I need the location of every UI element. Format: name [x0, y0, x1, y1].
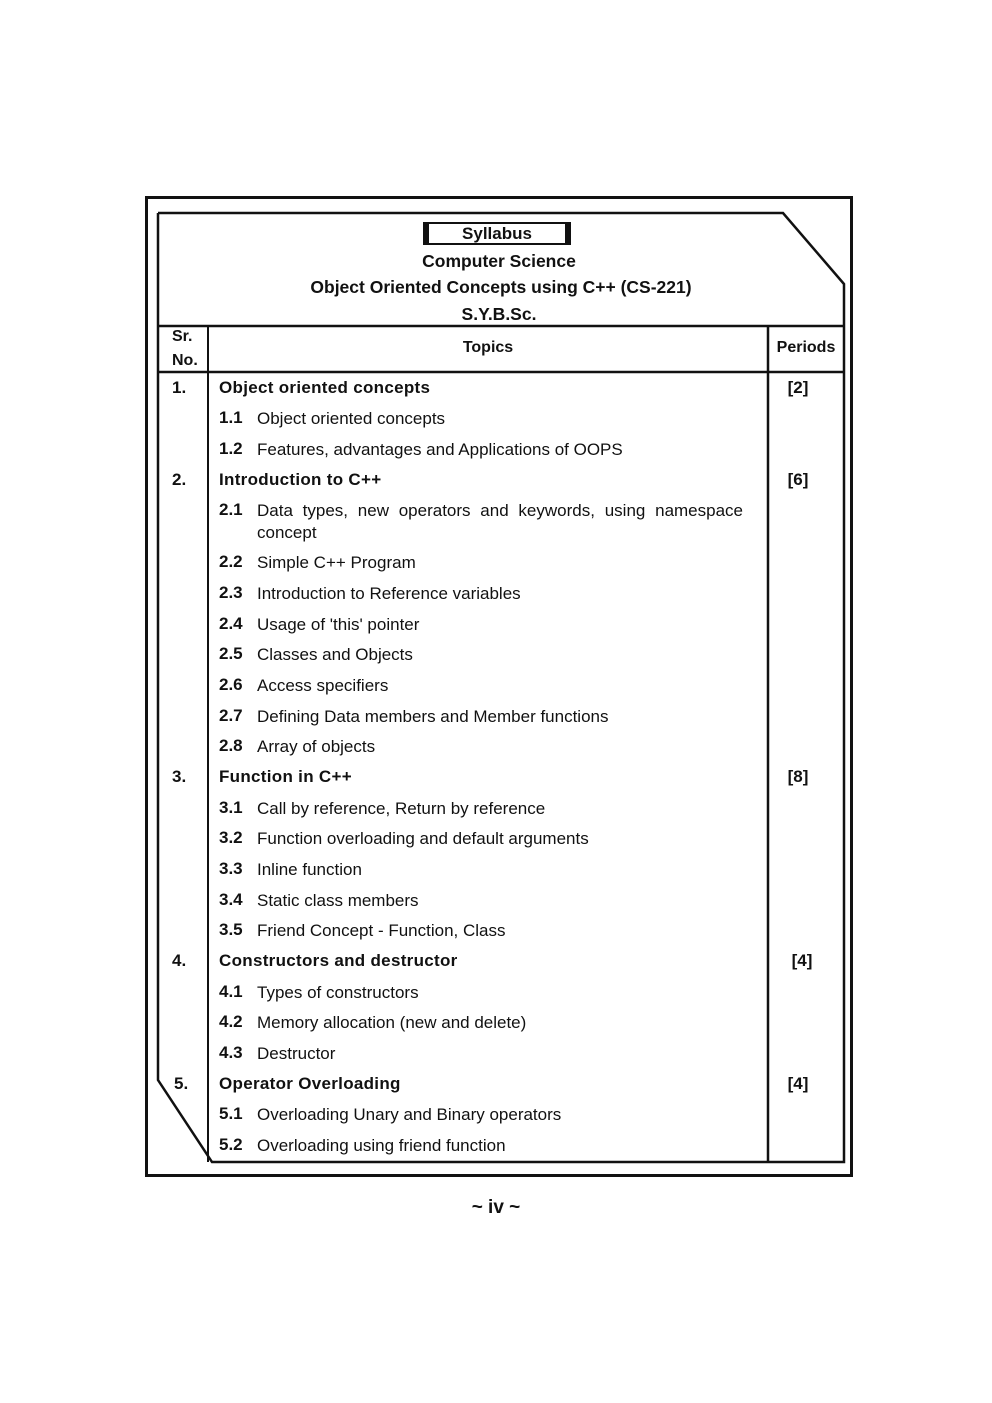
topic-number: 5.2 — [219, 1135, 243, 1154]
topic-text: Array of objects — [257, 737, 376, 756]
topic-number: 3.5 — [219, 920, 243, 939]
topic-number: 2.1 — [219, 500, 243, 519]
page-number: ~ iv ~ — [471, 1197, 521, 1218]
topic-row — [160, 1043, 844, 1067]
topic-row — [160, 736, 844, 760]
topic-number: 3.4 — [219, 890, 243, 909]
unit-number: 3. — [172, 767, 187, 786]
unit-number: 1. — [172, 378, 187, 397]
unit-row — [160, 767, 844, 791]
topic-row — [160, 859, 844, 883]
topic-text: Static class members — [257, 891, 419, 910]
topic-text: Types of constructors — [257, 983, 419, 1002]
topic-text: Destructor — [257, 1044, 336, 1063]
column-header-sr: Sr. — [172, 328, 193, 345]
unit-row — [160, 470, 844, 494]
unit-title: Function in C++ — [219, 767, 352, 786]
topic-row — [160, 982, 844, 1006]
topic-row — [160, 408, 844, 432]
unit-periods: [4] — [787, 1074, 809, 1093]
topic-row — [160, 644, 844, 668]
unit-title: Operator Overloading — [219, 1074, 401, 1093]
topic-number: 1.1 — [219, 408, 243, 427]
topic-row — [160, 500, 844, 546]
topic-number: 3.3 — [219, 859, 243, 878]
topic-row — [160, 920, 844, 944]
topic-number: 2.5 — [219, 644, 243, 663]
unit-row — [160, 951, 844, 975]
topic-text: Introduction to Reference variables — [257, 584, 521, 603]
topic-row — [160, 1135, 844, 1159]
topic-text: Friend Concept - Function, Class — [257, 921, 506, 940]
topic-text: Object oriented concepts — [257, 409, 446, 428]
topic-text: Usage of 'this' pointer — [257, 615, 420, 634]
course-title: Object Oriented Concepts using C++ (CS-221) — [310, 277, 692, 297]
topic-row — [160, 1012, 844, 1036]
column-header-topics: Topics — [462, 339, 514, 356]
unit-number: 4. — [172, 951, 187, 970]
topic-text: Overloading using friend function — [257, 1136, 506, 1155]
unit-title: Constructors and destructor — [219, 951, 458, 970]
topic-row — [160, 1104, 844, 1128]
topic-number: 2.4 — [219, 614, 243, 633]
unit-periods: [4] — [791, 951, 813, 970]
topic-text: Simple C++ Program — [257, 553, 416, 572]
unit-title: Introduction to C++ — [219, 470, 382, 489]
class-title: S.Y.B.Sc. — [461, 304, 537, 324]
subject-title: Computer Science — [422, 251, 576, 271]
topic-number: 4.2 — [219, 1012, 243, 1031]
topic-row — [160, 828, 844, 852]
topic-text: Access specifiers — [257, 676, 389, 695]
topic-text: Data types, new operators and keywords, using namespace concept — [257, 501, 743, 542]
unit-periods: [8] — [787, 767, 809, 786]
topic-number: 2.8 — [219, 736, 243, 755]
unit-row — [160, 1074, 844, 1098]
topic-row — [160, 798, 844, 822]
topic-number: 3.1 — [219, 798, 243, 817]
unit-periods: [2] — [787, 378, 809, 397]
topic-text: Classes and Objects — [257, 645, 413, 664]
topic-number: 2.7 — [219, 706, 243, 725]
topic-text: Inline function — [257, 860, 362, 879]
topic-number: 4.3 — [219, 1043, 243, 1062]
topic-number: 5.1 — [219, 1104, 243, 1123]
unit-number: 2. — [172, 470, 187, 489]
unit-periods: [6] — [787, 470, 809, 489]
topic-row — [160, 583, 844, 607]
topic-row — [160, 890, 844, 914]
unit-row — [160, 378, 844, 402]
topic-text: Function overloading and default arguments — [257, 829, 589, 848]
topic-row — [160, 552, 844, 576]
unit-title: Object oriented concepts — [219, 378, 431, 397]
topic-number: 2.3 — [219, 583, 243, 602]
topic-number: 3.2 — [219, 828, 243, 847]
topic-row — [160, 614, 844, 638]
unit-number: 5. — [174, 1074, 189, 1093]
topic-number: 4.1 — [219, 982, 243, 1001]
column-header-periods: Periods — [776, 339, 836, 356]
topic-row — [160, 439, 844, 463]
topic-number: 2.2 — [219, 552, 243, 571]
topic-text: Call by reference, Return by reference — [257, 799, 546, 818]
topic-text: Defining Data members and Member functions — [257, 707, 609, 726]
topic-row — [160, 675, 844, 699]
topic-row — [160, 706, 844, 730]
syllabus-badge: Syllabus — [423, 222, 571, 245]
topic-number: 1.2 — [219, 439, 243, 458]
topic-text: Features, advantages and Applications of OOPS — [257, 440, 623, 459]
column-header-no: No. — [172, 352, 198, 369]
topic-text: Memory allocation (new and delete) — [257, 1013, 527, 1032]
topic-text: Overloading Unary and Binary operators — [257, 1105, 562, 1124]
topic-number: 2.6 — [219, 675, 243, 694]
